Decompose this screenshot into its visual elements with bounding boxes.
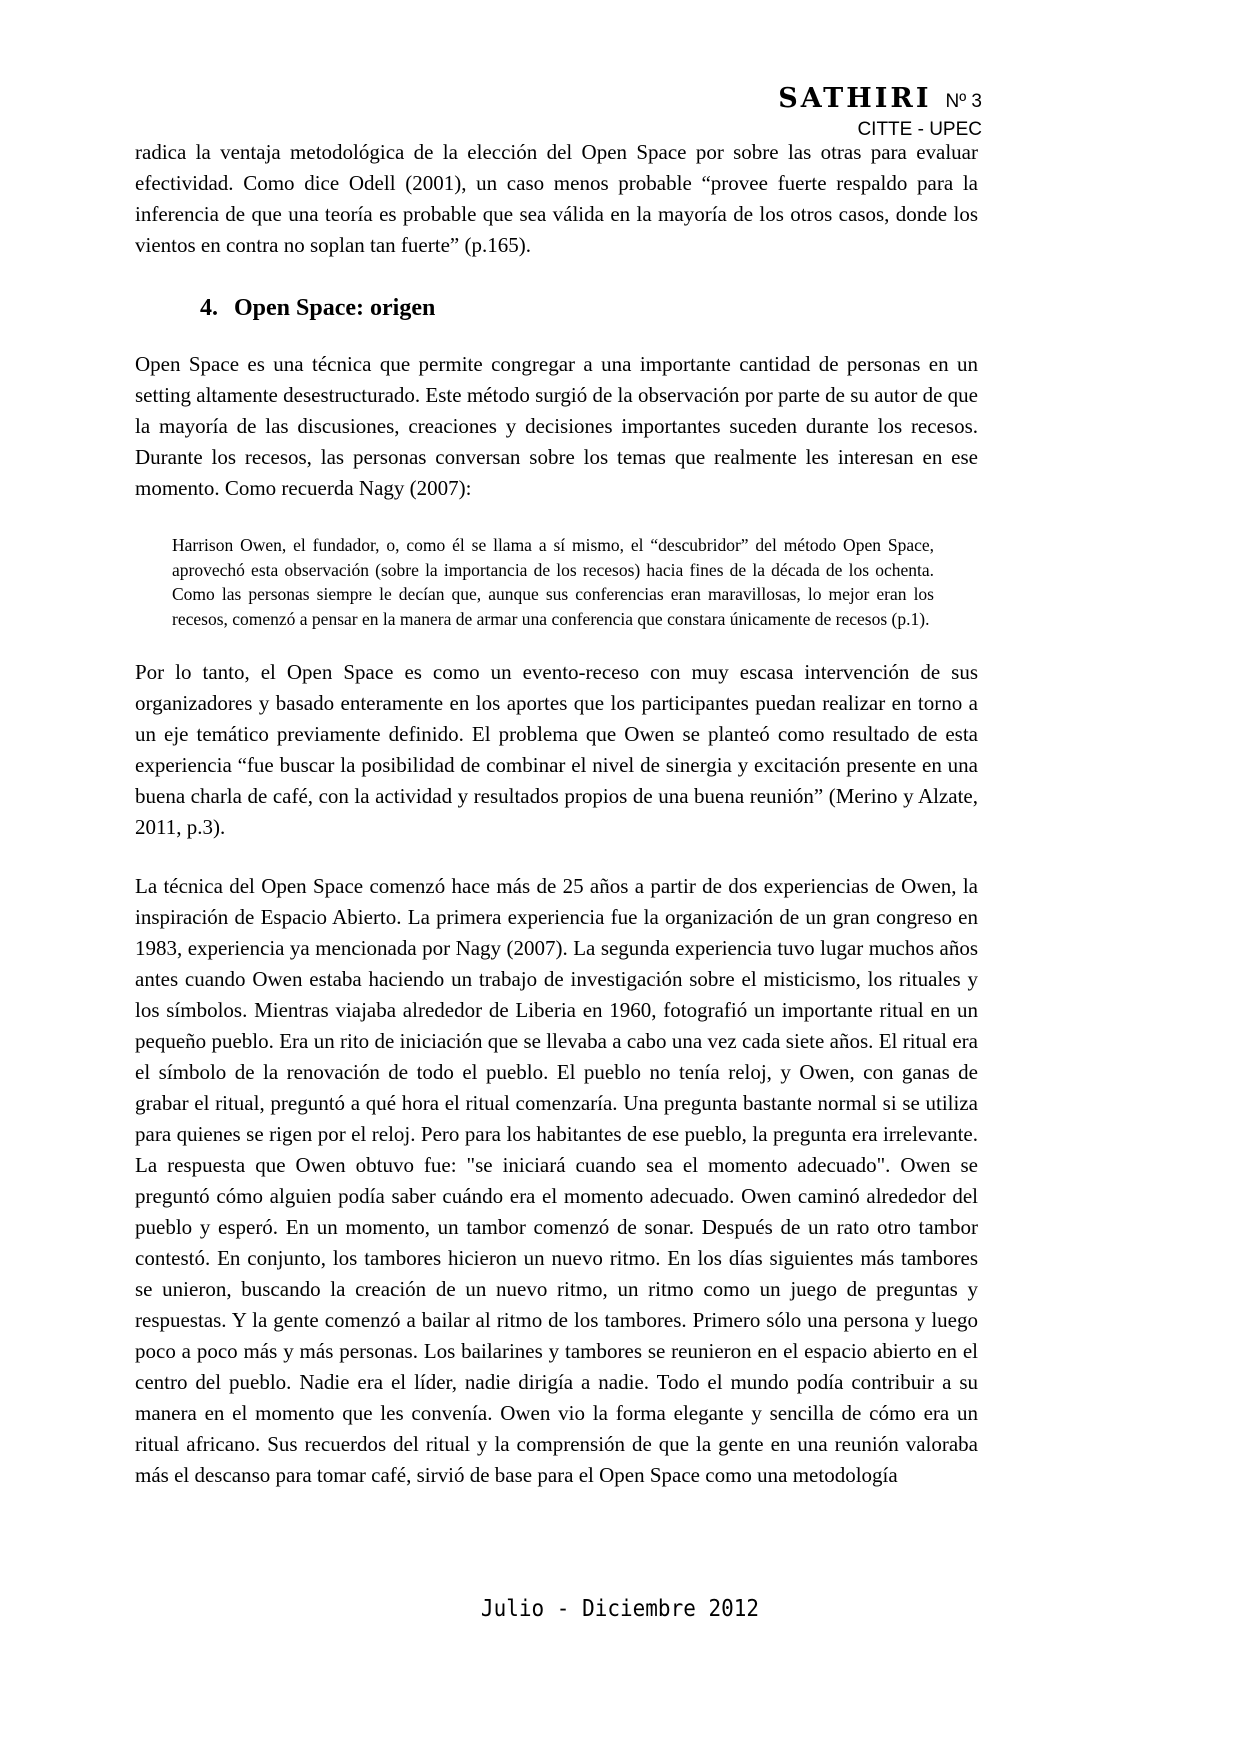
section-heading bbox=[200, 295, 978, 322]
page-header bbox=[778, 82, 982, 142]
body-paragraph-intro: radica la ventaja metodológica de la elección del Open Space por sobre las otras para evaluar efectividad. Como dice Odell (2001), un caso menos probable “provee fuerte respaldo para la inferencia de que una teoría es probable que sea válida en la mayoría de los otros casos, donde los vientos en contra no soplan tan fuerte” (p.165). bbox=[135, 140, 978, 257]
body-paragraph-open-space: Open Space es una técnica que permite congregar a una importante cantidad de personas en un setting altamente desestructurado. Este método surgió de la observación por parte de su autor de que la mayoría de las discusiones, creaciones y decisiones importantes suceden durante los recesos. Durante los recesos, las personas conversan sobre los temas que realmente les interesan en ese momento. Como recuerda Nagy (2007): bbox=[135, 352, 978, 500]
journal-title-line bbox=[778, 82, 982, 116]
institution-subtitle: CITTE - UPEC bbox=[857, 118, 982, 140]
section-number: 4. bbox=[200, 295, 218, 321]
section-title: Open Space: origen bbox=[234, 295, 436, 321]
block-quote: Harrison Owen, el fundador, o, como él se llama a sí mismo, el “descubridor” del método Open Space, aprovechó esta observación (sobre la importancia de los recesos) hacia fines de la década de los ochenta. Como las personas siempre le decían que, aunque sus conferencias eran maravillosas, lo mejor eran los recesos, comenzó a pensar en la manera de armar una conferencia que constara únicamente de recesos (p.1). bbox=[172, 535, 934, 629]
issue-number: Nº 3 bbox=[945, 91, 982, 112]
footer-date: Julio - Diciembre 2012 bbox=[480, 1594, 760, 1622]
article-body bbox=[135, 137, 978, 1491]
journal-title: SATHIRI bbox=[778, 83, 932, 114]
body-paragraph-por-lo-tanto: Por lo tanto, el Open Space es como un evento-receso con muy escasa intervención de sus organizadores y basado enteramente en los aportes que los participantes puedan realizar en torno a un eje temático previamente definido. El problema que Owen se planteó como resultado de esta experiencia “fue buscar la posibilidad de combinar el nivel de sinergia y excitación presente en una buena charla de café, con la actividad y resultados propios de una buena reunión” (Merino y Alzate, 2011, p.3). bbox=[135, 660, 978, 839]
body-paragraph-historia: La técnica del Open Space comenzó hace más de 25 años a partir de dos experiencias de Owen, la inspiración de Espacio Abierto. La primera experiencia fue la organización de un gran congreso en 1983, experiencia ya mencionada por Nagy (2007). La segunda experiencia tuvo lugar muchos años antes cuando Owen estaba haciendo un trabajo de investigación sobre el misticismo, los rituales y los símbolos. Mientras viajaba alrededor de Liberia en 1960, fotografió un importante ritual en un pequeño pueblo. Era un rito de iniciación que se llevaba a cabo una vez cada siete años. El ritual era el símbolo de la renovación de todo el pueblo. El pueblo no tenía reloj, y Owen, con ganas de grabar el ritual, preguntó a qué hora el ritual comenzaría. Una pregunta bastante normal si se utiliza para quienes se rigen por el reloj. Pero para los habitantes de ese pueblo, la pregunta era irrelevante. La respuesta que Owen obtuvo fue: "se iniciará cuando sea el momento adecuado". Owen se preguntó cómo alguien podía saber cuándo era el momento adecuado. Owen caminó alrededor del pueblo y esperó. En un momento, un tambor comenzó de sonar. Después de un rato otro tambor contestó. En conjunto, los tambores hicieron un nuevo ritmo. En los días siguientes más tambores se unieron, buscando la creación de un nuevo ritmo, un ritmo como un juego de preguntas y respuestas. Y la gente comenzó a bailar al ritmo de los tambores. Primero sólo una persona y luego poco a poco más y más personas. Los bailarines y tambores se reunieron en el espacio abierto en el centro del pueblo. Nadie era el líder, nadie dirigía a nadie. Todo el mundo podía contribuir a su manera en el momento que les convenía. Owen vio la forma elegante y sencilla de cómo era un ritual africano. Sus recuerdos del ritual y la comprensión de que la gente en una reunión valoraba más el descanso para tomar café, sirvió de base para el Open Space como una metodología bbox=[135, 874, 978, 1487]
